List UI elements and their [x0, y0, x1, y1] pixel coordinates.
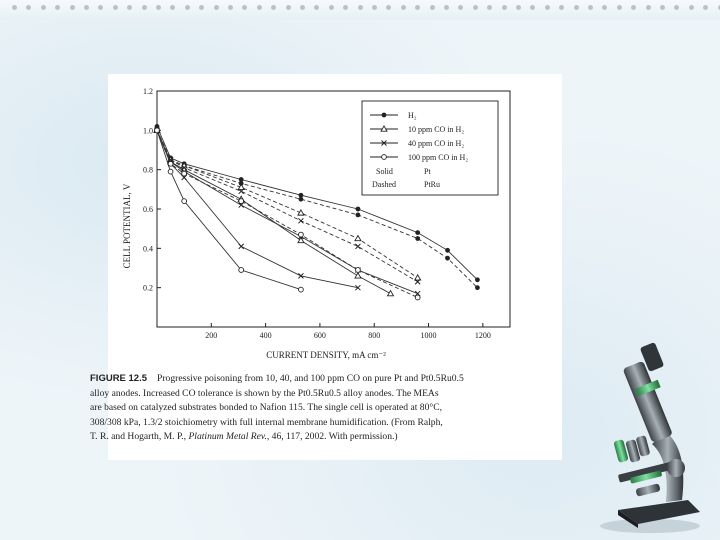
border-dot: [84, 5, 89, 10]
figure-label: FIGURE 12.5: [90, 373, 148, 384]
border-dot: [631, 5, 636, 10]
border-dot: [502, 5, 507, 10]
border-dot: [343, 5, 348, 10]
border-dot: [199, 5, 204, 10]
border-dot: [314, 5, 319, 10]
border-dot: [41, 5, 46, 10]
marker-open-circle: [239, 199, 244, 204]
y-axis-label: CELL POTENTIAL, V: [122, 183, 132, 269]
border-dot: [12, 5, 17, 10]
border-dot: [286, 5, 291, 10]
marker-open-circle: [168, 169, 173, 174]
microscope-icon: [578, 340, 708, 535]
series-co100_pt: [155, 128, 304, 292]
border-dot: [113, 5, 118, 10]
marker-open-circle: [182, 199, 187, 204]
legend-label: H₂: [408, 111, 417, 120]
legend-label: 10 ppm CO in H₂: [408, 125, 465, 134]
y-tick-label: 0.8: [143, 165, 153, 175]
border-dot: [214, 5, 219, 10]
caption-citation-end: , 46, 117, 2002. With permission.): [266, 431, 398, 443]
y-tick-label: 0.4: [143, 244, 153, 254]
series-co100_pt_b: [155, 128, 361, 290]
border-dot: [588, 5, 593, 10]
marker-filled-circle: [299, 197, 304, 202]
border-dot: [372, 5, 377, 10]
legend-dashed-value: PtRu: [424, 180, 441, 189]
chart-legend: [362, 101, 498, 195]
marker-open-circle: [168, 161, 173, 166]
figure-caption: [90, 372, 550, 445]
marker-filled-circle: [415, 230, 420, 235]
x-tick-label: 400: [259, 331, 272, 340]
caption-line-2: alloy anodes. Increased CO tolerance is shown by the Pt0.5Ru0.5 alloy anodes. The MEAs: [90, 387, 439, 399]
marker-filled-circle: [445, 256, 450, 261]
border-dot: [127, 5, 132, 10]
border-dot: [703, 5, 708, 10]
marker-filled-circle: [415, 236, 420, 241]
x-tick-label: 600: [313, 331, 326, 340]
border-dot: [257, 5, 262, 10]
legend-dashed-label: Dashed: [372, 180, 396, 189]
border-dot: [70, 5, 75, 10]
caption-journal: Platinum Metal Rev.: [188, 431, 267, 443]
border-dot: [487, 5, 492, 10]
y-tick-label: 0.2: [143, 283, 153, 293]
border-dot: [329, 5, 334, 10]
y-tick-label: 1.0: [143, 126, 153, 136]
border-dot: [228, 5, 233, 10]
marker-cross: [355, 244, 360, 249]
series-line: [157, 130, 358, 287]
border-dot: [358, 5, 363, 10]
border-dot: [401, 5, 406, 10]
border-dot: [430, 5, 435, 10]
caption-line-1: Progressive poisoning from 10, 40, and 100 ppm CO on pure Pt and Pt0.5Ru0.5: [157, 373, 464, 384]
marker-open-circle: [415, 295, 420, 300]
border-dot: [660, 5, 665, 10]
legend-solid-label: Solid: [376, 167, 393, 176]
marker-filled-circle: [445, 248, 450, 253]
border-dot: [473, 5, 478, 10]
fuel-cell-polarization-chart: [108, 74, 562, 374]
marker-open-circle: [382, 155, 387, 160]
legend-label: 100 ppm CO in H₂: [408, 153, 469, 162]
border-dot: [156, 5, 161, 10]
marker-open-circle: [155, 128, 160, 133]
border-dot: [300, 5, 305, 10]
border-dot: [170, 5, 175, 10]
marker-filled-circle: [356, 213, 361, 218]
border-dot: [386, 5, 391, 10]
marker-open-circle: [299, 287, 304, 292]
legend-label: 40 ppm CO in H₂: [408, 139, 465, 148]
border-dot: [458, 5, 463, 10]
x-tick-label: 1000: [420, 331, 437, 340]
marker-open-circle: [239, 268, 244, 273]
border-dot: [617, 5, 622, 10]
border-dot: [415, 5, 420, 10]
border-dot: [142, 5, 147, 10]
marker-open-circle: [299, 232, 304, 237]
x-tick-label: 200: [205, 331, 218, 340]
x-axis-label: CURRENT DENSITY, mA cm⁻²: [266, 350, 386, 360]
marker-filled-circle: [356, 207, 361, 212]
border-dot: [98, 5, 103, 10]
border-dot: [185, 5, 190, 10]
x-tick-label: 800: [368, 331, 381, 340]
marker-cross: [239, 244, 244, 249]
y-tick-label: 0.6: [143, 205, 153, 214]
dotted-header-border: [0, 0, 720, 20]
border-dot: [271, 5, 276, 10]
border-dot: [516, 5, 521, 10]
border-dot: [26, 5, 31, 10]
border-dot: [574, 5, 579, 10]
x-tick-label: 1200: [474, 331, 491, 340]
border-dot: [55, 5, 60, 10]
border-dot: [646, 5, 651, 10]
border-dot: [559, 5, 564, 10]
marker-filled-circle: [382, 113, 387, 118]
border-dot: [545, 5, 550, 10]
caption-citation: T. R. and Hogarth, M. P.,: [90, 431, 187, 443]
marker-filled-circle: [475, 285, 480, 290]
caption-line-4: 308/308 kPa, 1.3/2 stoichiometry with full internal membrane humidification. (From Ralph,: [90, 416, 443, 428]
marker-open-triangle: [355, 273, 361, 278]
caption-line-3: are based on catalyzed substrates bonded to Nafion 115. The single cell is operated at 80°C,: [90, 402, 443, 414]
border-dot: [444, 5, 449, 10]
border-dot: [674, 5, 679, 10]
border-dot: [689, 5, 694, 10]
marker-filled-circle: [475, 277, 480, 282]
marker-open-triangle: [388, 291, 394, 296]
caption-line-5: [90, 430, 550, 445]
marker-open-triangle: [298, 210, 304, 215]
border-dot: [530, 5, 535, 10]
marker-open-circle: [356, 268, 361, 273]
marker-cross: [298, 218, 303, 223]
legend-solid-value: Pt: [424, 167, 431, 176]
marker-open-circle: [182, 171, 187, 176]
y-tick-label: 1.2: [143, 87, 153, 96]
border-dot: [242, 5, 247, 10]
marker-open-triangle: [355, 236, 361, 241]
border-dot: [602, 5, 607, 10]
